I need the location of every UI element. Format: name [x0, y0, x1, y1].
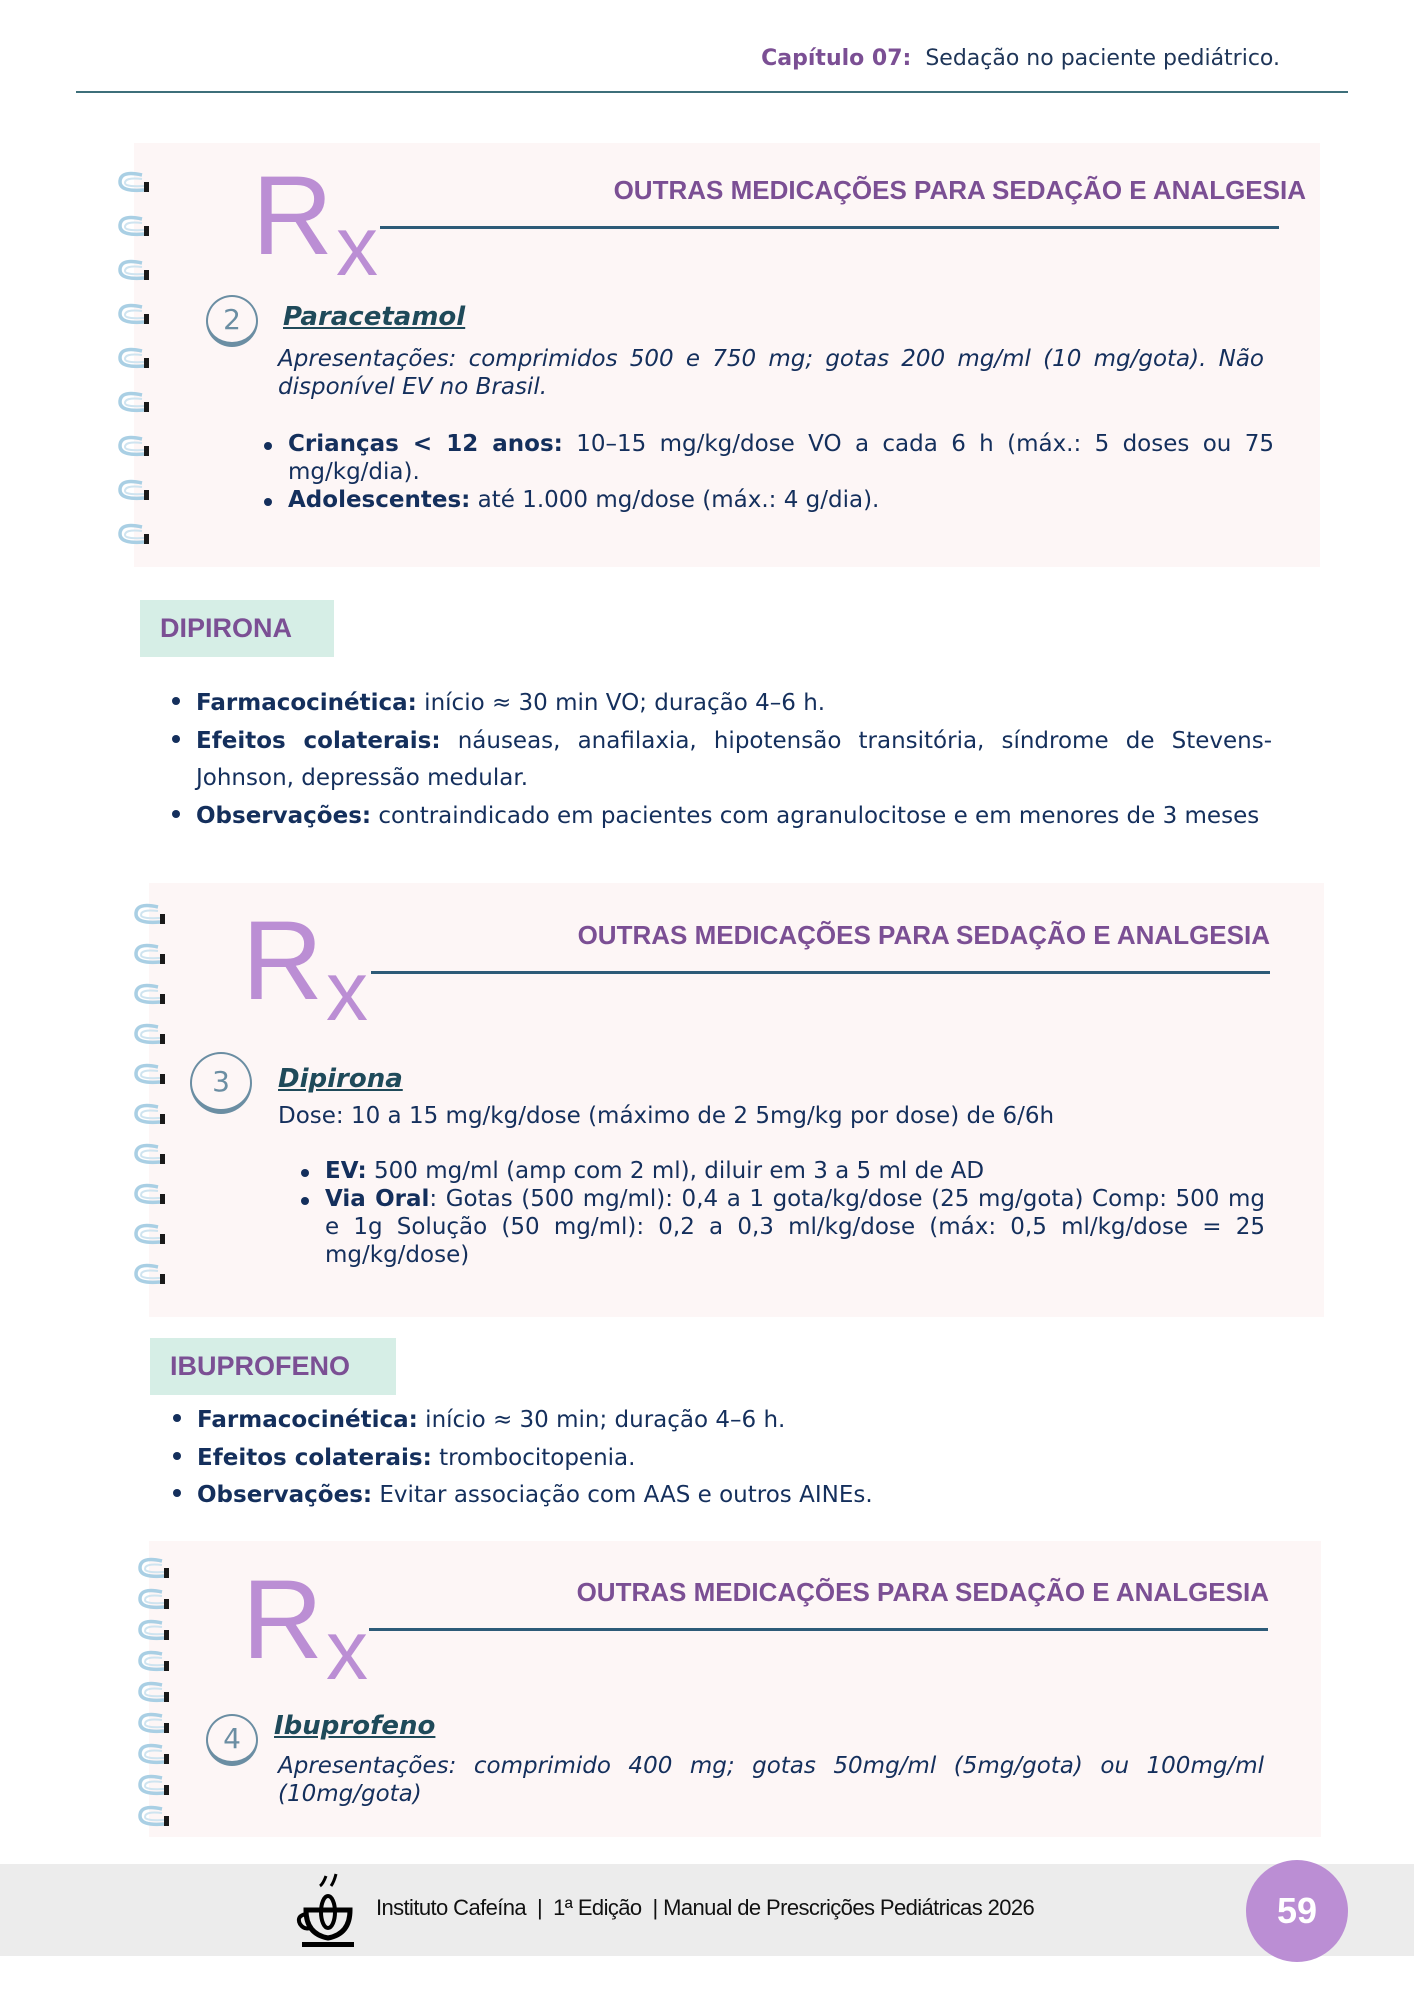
box-title: OUTRAS MEDICAÇÕES PARA SEDAÇÃO E ANALGESIA — [577, 920, 1270, 950]
header-divider — [76, 91, 1348, 93]
spiral-binding-icon — [116, 390, 152, 420]
presentation-text: Apresentações: comprimidos 500 e 750 mg; gotas 200 mg/ml (10 mg/gota). Não disponível EV no Brasil. — [278, 346, 1264, 400]
spiral-binding-icon — [116, 346, 152, 376]
coffee-cup-logo — [296, 1872, 358, 1952]
title-divider — [369, 1628, 1268, 1631]
list-item: Adolescentes: até 1.000 mg/dose (máx.: 4 g/dia). — [288, 486, 1274, 514]
list-item: Crianças < 12 anos: 10–15 mg/kg/dose VO a cada 6 h (máx.: 5 doses ou 75 mg/kg/dia). — [288, 431, 1274, 485]
spiral-binding-icon — [116, 170, 152, 200]
drug-name: Dipirona — [278, 1064, 403, 1094]
spiral-binding-icon — [136, 1804, 172, 1834]
page-number: 59 — [1246, 1860, 1348, 1962]
spiral-binding-icon — [136, 1618, 172, 1648]
rx-letter-x: x — [326, 1603, 368, 1697]
spiral-binding-icon — [116, 214, 152, 244]
spiral-binding-icon — [132, 1182, 168, 1212]
spiral-binding-icon — [116, 258, 152, 288]
spiral-binding-icon — [132, 1262, 168, 1292]
step-number-badge: 3 — [190, 1052, 252, 1114]
step-number-badge: 4 — [206, 1714, 258, 1766]
section-tag-ibuprofeno: IBUPROFENO — [150, 1338, 396, 1395]
chapter-header: Capítulo 07: Sedação no paciente pediátrico. — [761, 46, 1280, 71]
title-divider — [380, 226, 1279, 229]
rx-icon — [242, 898, 382, 1038]
list-item: EV: 500 mg/ml (amp com 2 ml), diluir em 3 a 5 ml de AD — [325, 1157, 1265, 1185]
list-item: Observações: Evitar associação com AAS e outros AINEs. — [197, 1477, 1273, 1515]
rx-icon — [252, 153, 392, 293]
list-item: Observações: contraindicado em pacientes com agranulocitose e em menores de 3 meses — [196, 798, 1272, 836]
spiral-binding-icon — [132, 942, 168, 972]
dipirona-route-list — [325, 1157, 1265, 1269]
rx-letter-r: R — [242, 898, 323, 1023]
spiral-binding-icon — [132, 902, 168, 932]
rx-icon — [242, 1557, 382, 1697]
spiral-binding-icon — [136, 1742, 172, 1772]
ibuprofeno-info-list — [197, 1402, 1273, 1515]
spiral-binding-icon — [136, 1556, 172, 1586]
list-item: Efeitos colaterais: trombocitopenia. — [197, 1440, 1273, 1478]
spiral-binding-icon — [116, 522, 152, 552]
dose-text: Dose: 10 a 15 mg/kg/dose (máximo de 2 5mg/kg por dose) de 6/6h — [278, 1103, 1055, 1129]
title-divider — [371, 971, 1270, 974]
rx-letter-r: R — [242, 1557, 323, 1682]
spiral-binding-icon — [132, 1222, 168, 1252]
spiral-binding-icon — [132, 1102, 168, 1132]
spiral-binding-icon — [116, 478, 152, 508]
list-item: Via Oral: Gotas (500 mg/ml): 0,4 a 1 gota/kg/dose (25 mg/gota) Comp: 500 mg e 1g Solução (50 mg/ml): 0,2 a 0,3 ml/kg/dose (máx: 0,5 ml/kg/dose = 25 mg/kg/dose) — [325, 1186, 1265, 1268]
spiral-binding-icon — [132, 982, 168, 1012]
dipirona-info-list — [196, 685, 1272, 835]
rx-letter-x: x — [336, 199, 378, 293]
presentation-text: Apresentações: comprimido 400 mg; gotas 50mg/ml (5mg/gota) ou 100mg/ml (10mg/gota) — [278, 1753, 1264, 1807]
paracetamol-dose-list — [288, 430, 1274, 514]
list-item: Farmacocinética: início ≈ 30 min VO; duração 4–6 h. — [196, 685, 1272, 723]
box-title: OUTRAS MEDICAÇÕES PARA SEDAÇÃO E ANALGESIA — [613, 175, 1306, 205]
drug-name: Paracetamol — [283, 302, 466, 332]
section-tag-dipirona: DIPIRONA — [140, 600, 334, 657]
step-number-badge: 2 — [206, 295, 258, 347]
spiral-binding-icon — [116, 434, 152, 464]
spiral-binding-icon — [132, 1022, 168, 1052]
list-item: Efeitos colaterais: náuseas, anafilaxia, hipotensão transitória, síndrome de Stevens-Johnson, depressão medular. — [196, 723, 1272, 798]
rx-letter-x: x — [326, 944, 368, 1038]
list-item: Farmacocinética: início ≈ 30 min; duração 4–6 h. — [197, 1402, 1273, 1440]
spiral-binding-icon — [136, 1649, 172, 1679]
box-title: OUTRAS MEDICAÇÕES PARA SEDAÇÃO E ANALGESIA — [576, 1577, 1269, 1607]
spiral-binding-icon — [136, 1711, 172, 1741]
spiral-binding-icon — [136, 1587, 172, 1617]
spiral-binding-icon — [132, 1142, 168, 1172]
spiral-binding-icon — [136, 1680, 172, 1710]
footer-text: Instituto Cafeína | 1ª Edição | Manual de Prescrições Pediátricas 2026 — [376, 1895, 1035, 1920]
spiral-binding-icon — [136, 1773, 172, 1803]
drug-name: Ibuprofeno — [274, 1711, 436, 1741]
spiral-binding-icon — [116, 302, 152, 332]
spiral-binding-icon — [132, 1062, 168, 1092]
rx-letter-r: R — [252, 153, 333, 278]
